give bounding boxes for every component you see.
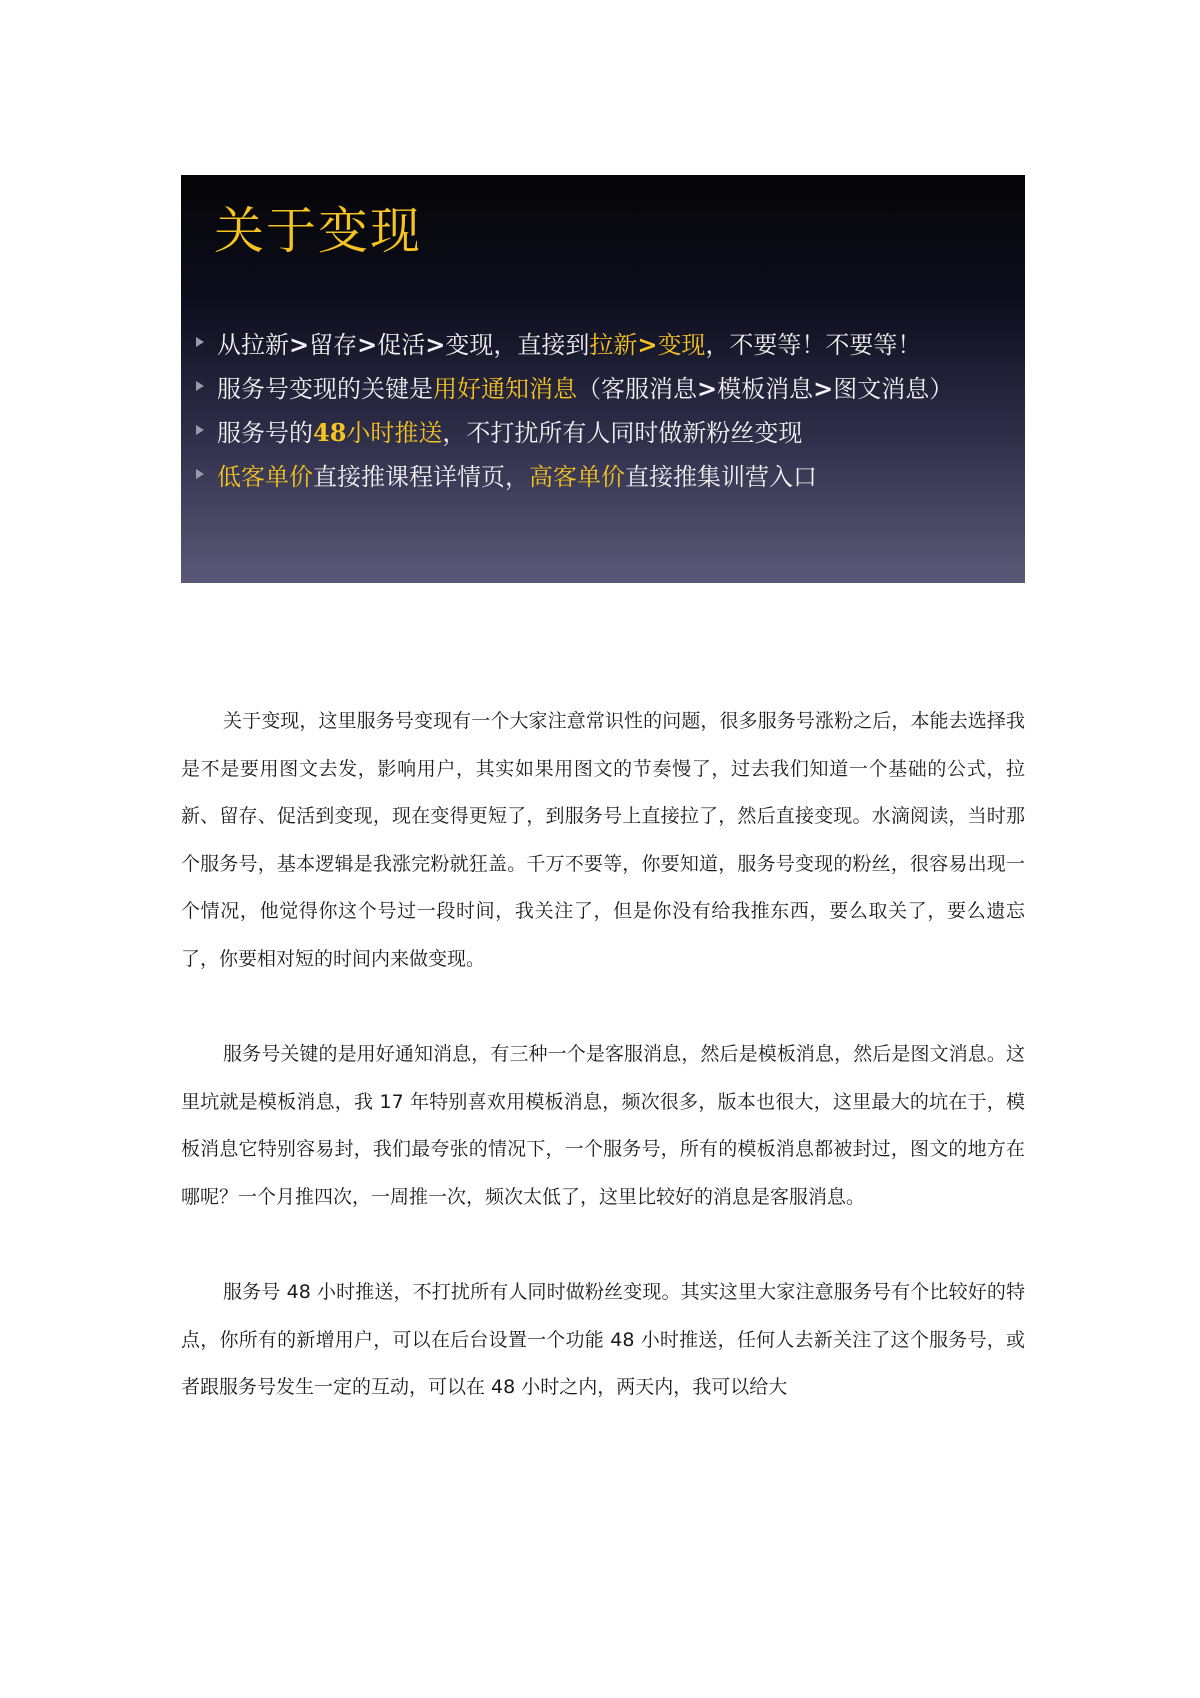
slide-bullet-text [217, 457, 817, 492]
triangle-bullet-icon [196, 337, 204, 347]
slide-bullet-segment: 服务号的 [217, 418, 313, 447]
slide-bullet-segment: 低客单价 [217, 462, 313, 491]
slide-bullet-segment: 直接推集训营入口 [625, 462, 817, 491]
slide-bullet-segment: ，不打扰所有人同时做新粉丝变现 [442, 418, 803, 447]
slide-bullet [196, 408, 1016, 452]
slide-image [181, 175, 1025, 583]
slide-bullet-segment: 从拉新 [217, 330, 289, 359]
slide-bullet [196, 364, 1016, 408]
slide-bullet-segment: > [289, 329, 310, 359]
slide-bullet-segment: 直接推课程详情页， [313, 462, 529, 491]
slide-bullet-segment: 拉新 [589, 330, 638, 359]
slide-bullet-list [196, 320, 1016, 496]
slide-bullet-segment: 48 [313, 417, 347, 447]
slide-bullet-segment: > [357, 329, 378, 359]
slide-bullet-segment: 变现，直接到 [445, 330, 590, 359]
slide-bullet-segment: > [637, 329, 658, 359]
slide-bullet-segment: 留存 [309, 330, 358, 359]
slide-bullet-segment: > [425, 329, 446, 359]
slide-bullet-segment: 用好通知消息 [433, 374, 577, 403]
slide-bullet-segment: ，不要等！不要等！ [705, 330, 922, 359]
slide-bullet-segment: > [697, 373, 718, 403]
slide-bullet-text [217, 325, 921, 360]
article-paragraph: 关于变现，这里服务号变现有一个大家注意常识性的问题，很多服务号涨粉之后，本能去选择我是不是要用图文去发，影响用户，其实如果用图文的节奏慢了，过去我们知道一个基础的公式，拉新、留存、促活到变现，现在变得更短了，到服务号上直接拉了，然后直接变现。水滴阅读，当时那个服务号，基本逻辑是我涨完粉就狂盖。千万不要等，你要知道，服务号变现的粉丝，很容易出现一个情况，他觉得你这个号过一段时间，我关注了，但是你没有给我推东西，要么取关了，要么遗忘了，你要相对短的时间内来做变现。 [181, 710, 1025, 970]
slide-bullet-segment: 图文消息） [833, 374, 954, 403]
slide-bullet [196, 452, 1016, 496]
slide-bullet-text [217, 369, 953, 404]
slide-bullet-segment: > [813, 373, 834, 403]
slide-bullet-segment: 服务号变现的关键是 [217, 374, 433, 403]
slide-bullet-segment: （客服消息 [577, 374, 697, 403]
triangle-bullet-icon [196, 425, 204, 435]
article-paragraph: 服务号关键的是用好通知消息，有三种一个是客服消息，然后是模板消息，然后是图文消息。这里坑就是模板消息，我 17 年特别喜欢用模板消息，频次很多，版本也很大，这里最大的坑在于，模板消息它特别容易封，我们最夸张的情况下，一个服务号，所有的模板消息都被封过，图文的地方在哪呢？一个月推四次，一周推一次，频次太低了，这里比较好的消息是客服消息。 [181, 1043, 1025, 1208]
slide-bullet-segment: 高客单价 [529, 462, 625, 491]
article-body [181, 698, 1025, 1460]
slide-bullet-segment: 变现 [657, 330, 706, 359]
slide-bullet-segment: 促活 [377, 330, 426, 359]
article-paragraph: 服务号 48 小时推送，不打扰所有人同时做粉丝变现。其实这里大家注意服务号有个比较好的特点，你所有的新增用户，可以在后台设置一个功能 48 小时推送，任何人去新关注了这个服务号，或者跟服务号发生一定的互动，可以在 48 小时之内，两天内，我可以给大 [181, 1281, 1025, 1398]
slide-bullet [196, 320, 1016, 364]
slide-title: 关于变现 [214, 202, 422, 260]
triangle-bullet-icon [196, 381, 204, 391]
slide-bullet-text [217, 413, 802, 448]
triangle-bullet-icon [196, 469, 204, 479]
slide-bullet-segment: 小时推送 [346, 418, 443, 447]
slide-bullet-segment: 模板消息 [717, 374, 814, 403]
